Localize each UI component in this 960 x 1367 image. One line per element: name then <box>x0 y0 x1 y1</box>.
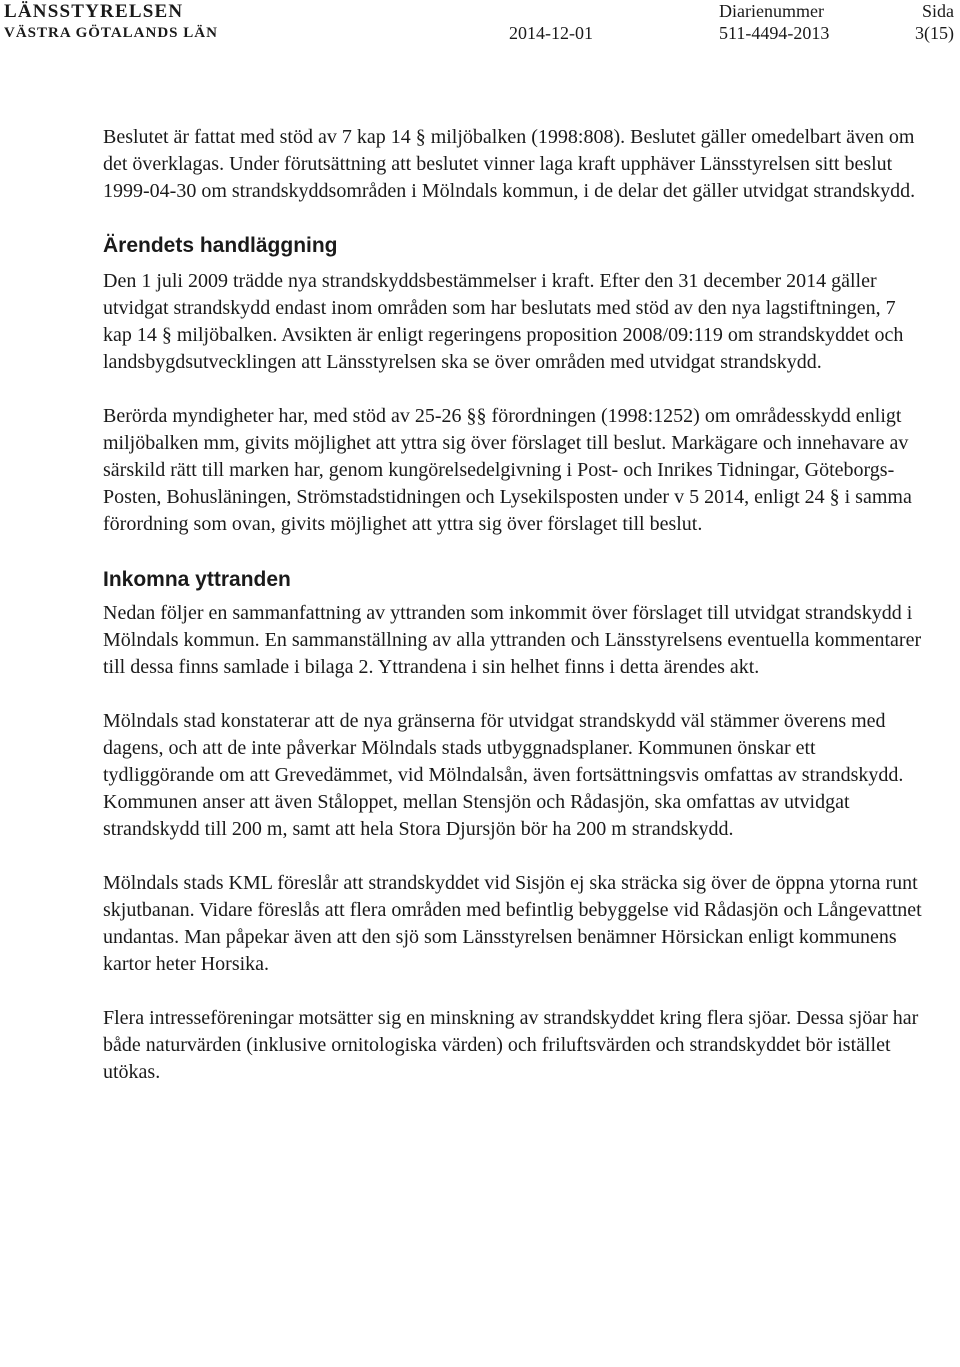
document-date: 2014-12-01 <box>509 23 593 43</box>
summary-paragraph: Nedan följer en sammanfattning av yttranden som inkommit över förslaget till utvidgat strandskydd i Mölndals kommun. En sammanställning av alla yttranden och Länsstyrelsens eventuella kommentarer till dessa finns samlade i bilaga 2. Yttrandena i sin helhet finns i detta ärendes akt. <box>103 602 922 678</box>
page-number: 3(15) <box>915 23 954 43</box>
document-body <box>103 124 923 1086</box>
page-label: Sida <box>921 1 954 21</box>
associations-paragraph: Flera intresseföreningar motsätter sig en minskning av strandskyddet kring flera sjöar. Dessa sjöar har både naturvärden (inklusive ornitologiska värden) och friluftsvärden och strandskyddet bör istället utökas. <box>103 1007 919 1083</box>
diarienummer-label: Diarienummer <box>719 1 824 21</box>
diarienummer-value: 511-4494-2013 <box>719 23 830 43</box>
decision-paragraph: Beslutet är fattat med stöd av 7 kap 14 § miljöbalken (1998:808). Beslutet gäller omedelbart även om det överklagas. Under förutsättning att beslutet vinner laga kraft upphäver Länsstyrelsen sitt beslut 1999-04-30 om strandskyddsområden i Mölndals kommun, i de delar det gäller utvidgat strandskydd. <box>103 126 916 202</box>
kml-paragraph: Mölndals stads KML föreslår att strandskyddet vid Sisjön ej ska sträcka sig över de öppna ytorna runt skjutbanan. Vidare föreslås att flera områden med befintlig bebyggelse vid Rådasjön och Långevattnet undantas. Man påpekar även att den sjö som Länsstyrelsen benämner Hörsickan enligt kommunens kartor heter Horsika. <box>103 872 922 975</box>
lansstyrelsen-logo <box>4 2 218 41</box>
handlaggning-paragraph: Den 1 juli 2009 trädde nya strandskyddsbestämmelser i kraft. Efter den 31 december 2014 gäller utvidgat strandskydd endast inom områden som har beslutats med stöd av den nya lagstiftningen, 7 kap 14 § miljöbalken. Avsikten är enligt regeringens proposition 2008/09:119 om strandskyddet och landsbygdsutvecklingen att Länsstyrelsen ska se över områden med utvidgat strandskydd. <box>103 270 904 373</box>
logo-line-1: LÄNSSTYRELSEN <box>4 1 184 22</box>
logo-line-2: VÄSTRA GÖTALANDS LÄN <box>4 25 218 41</box>
consultation-paragraph: Berörda myndigheter har, med stöd av 25-26 §§ förordningen (1998:1252) om områdesskydd enligt miljöbalken mm, givits möjlighet att yttra sig över förslaget till beslut. Markägare och innehavare av särskild rätt till marken har, genom kungörelsedelgivning i Post- och Inrikes Tidningar, Göteborgs-Posten, Bohusläningen, Strömstadstidningen och Lysekilsposten under v 5 2014, enligt 24 § i samma förordning som ovan, givits möjlighet att yttra sig över förslaget till beslut. <box>103 405 912 535</box>
molndals-stad-paragraph: Mölndals stad konstaterar att de nya gränserna för utvidgat strandskydd väl stämmer överens med dagens, och att de inte påverkar Mölndals stads utbyggnadsplaner. Kommunen önskar ett tydliggörande om att Grevedämmet, vid Mölndalsån, även fortsättningsvis omfattas av strandskydd. Kommunen anser att även Ståloppet, mellan Stensjön och Rådasjön, ska omfattas av utvidgat strandskydd till 200 m, samt att hela Stora Djursjön bör ha 200 m strandskydd. <box>103 710 904 840</box>
section-heading-handlaggning: Ärendets handläggning <box>103 234 338 257</box>
section-heading-inkomna-yttranden: Inkomna yttranden <box>103 568 291 591</box>
page-header <box>0 0 960 50</box>
